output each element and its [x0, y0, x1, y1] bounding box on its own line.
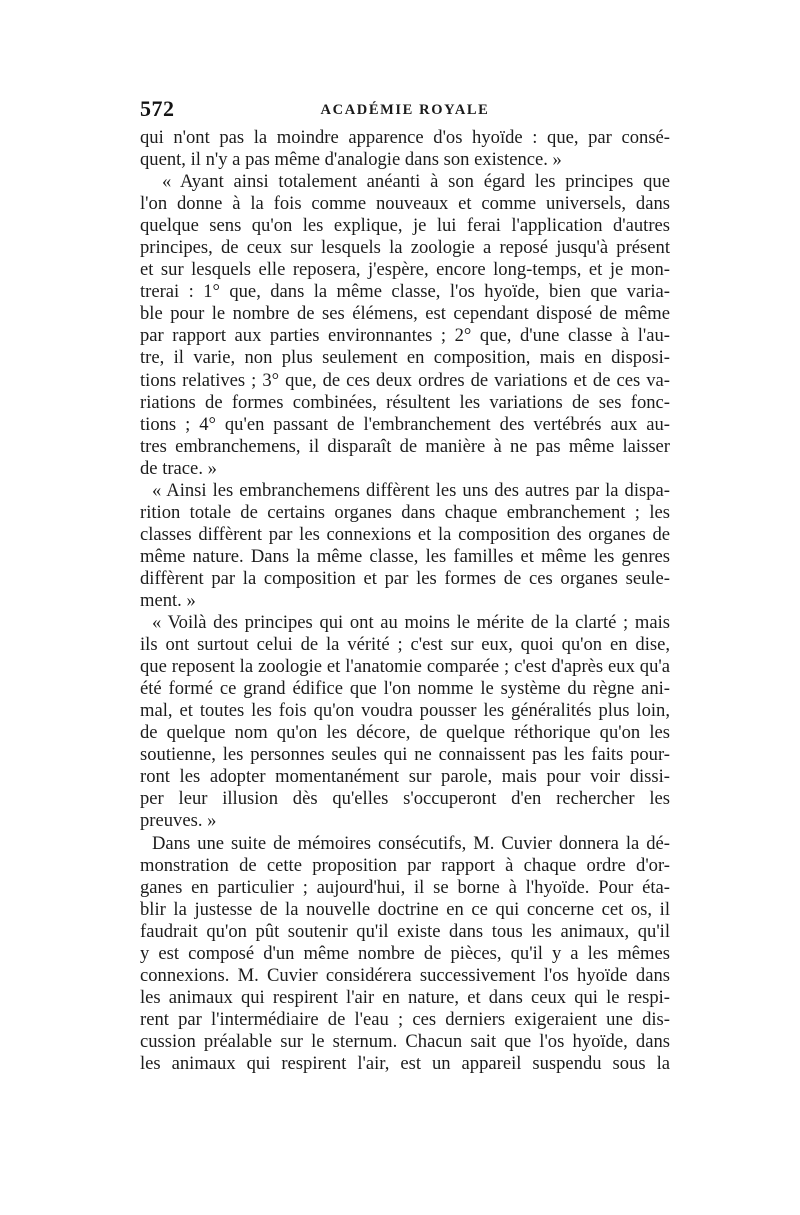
- text-line: été formé ce grand édifice que l'on nomme le système du règne ani-: [140, 678, 670, 700]
- text-line: trerai : 1° que, dans la même classe, l'os hyoïde, bien que varia-: [140, 281, 670, 303]
- text-line: « Ayant ainsi totalement anéanti à son égard les principes que: [162, 171, 670, 193]
- running-head: [140, 96, 670, 122]
- text-line: tions ; 4° qu'en passant de l'embranchement des vertébrés aux au-: [140, 413, 670, 435]
- text-line: faudrait qu'on pût soutenir qu'il existe dans tous les animaux, qu'il: [140, 920, 670, 942]
- text-line: soutienne, les personnes seules qui ne connaissent pas les faits pour-: [140, 744, 670, 766]
- page-number: 572: [140, 96, 175, 121]
- text-line: connexions. M. Cuvier considérera successivement l'os hyoïde dans: [140, 964, 670, 986]
- text-line: per leur illusion dès qu'elles s'occuperont d'en rechercher les: [140, 788, 670, 810]
- text-line: les animaux qui respirent l'air, est un appareil suspendu sous la: [140, 1052, 670, 1074]
- text-line: par rapport aux parties environnantes ; 2° que, d'une classe à l'au-: [140, 325, 670, 347]
- text-line: y est composé d'un même nombre de pièces, qu'il y a les mêmes: [140, 942, 670, 964]
- text-line: Dans une suite de mémoires consécutifs, M. Cuvier donnera la dé-: [152, 832, 670, 854]
- text-line: « Voilà des principes qui ont au moins le mérite de la clarté ; mais: [152, 612, 670, 634]
- text-line: blir la justesse de la nouvelle doctrine en ce qui concerne cet os, il: [140, 898, 670, 920]
- text-line: ble pour le nombre de ses élémens, est cependant disposé de même: [140, 303, 670, 325]
- text-line: rition totale de certains organes dans chaque embranchement ; les: [140, 501, 670, 523]
- text-line: quent, il n'y a pas même d'analogie dans son existence. »: [140, 149, 562, 171]
- text-line: de quelque nom qu'on les décore, de quelque réthorique qu'on les: [140, 722, 670, 744]
- text-line: classes diffèrent par les connexions et la composition des organes de: [140, 523, 670, 545]
- text-line: monstration de cette proposition par rapport à chaque ordre d'or-: [140, 854, 670, 876]
- body-text: [140, 127, 670, 1075]
- text-line: rent par l'intermédiaire de l'eau ; ces derniers exigeraient une dis-: [140, 1008, 670, 1030]
- text-line: tre, il varie, non plus seulement en composition, mais en disposi-: [140, 347, 670, 369]
- text-line: quelque sens qu'on les explique, je lui ferai l'application d'autres: [140, 215, 670, 237]
- text-line: mal, et toutes les fois qu'on voudra pousser les généralités plus loin,: [140, 700, 670, 722]
- text-line: « Ainsi les embranchemens diffèrent les uns des autres par la dispa-: [152, 479, 670, 501]
- text-line: ment. »: [140, 589, 196, 611]
- text-line: qui n'ont pas la moindre apparence d'os hyoïde : que, par consé-: [140, 127, 670, 148]
- text-line: riations de formes combinées, résultent les variations de ses fonc-: [140, 391, 670, 413]
- text-line: cussion préalable sur le sternum. Chacun sait que l'os hyoïde, dans: [140, 1030, 670, 1052]
- text-line: ront les adopter momentanément sur parole, mais pour voir dissi-: [140, 766, 670, 788]
- text-line: l'on donne à la fois comme nouveaux et comme universels, dans: [140, 193, 670, 215]
- text-line: ils ont surtout celui de la vérité ; c'est sur eux, quoi qu'on en dise,: [140, 634, 670, 656]
- text-line: les animaux qui respirent l'air en nature, et dans ceux qui le respi-: [140, 986, 670, 1008]
- text-line: et sur lesquels elle reposera, j'espère, encore long-temps, et je mon-: [140, 259, 670, 281]
- running-title: ACADÉMIE ROYALE: [320, 102, 490, 118]
- text-line: ganes en particulier ; aujourd'hui, il se borne à l'hyoïde. Pour éta-: [140, 876, 670, 898]
- text-line: tres embranchemens, il disparaît de manière à ne pas même laisser: [140, 435, 670, 457]
- text-line: tions relatives ; 3° que, de ces deux ordres de variations et de ces va-: [140, 369, 670, 391]
- text-line: même nature. Dans la même classe, les familles et même les genres: [140, 545, 670, 567]
- text-line: que reposent la zoologie et l'anatomie comparée ; c'est d'après eux qu'a: [140, 656, 670, 678]
- text-line: principes, de ceux sur lesquels la zoologie a reposé jusqu'à présent: [140, 237, 670, 259]
- text-line: diffèrent par la composition et par les formes de ces organes seule-: [140, 567, 670, 589]
- text-line: de trace. »: [140, 457, 217, 479]
- text-line: preuves. »: [140, 810, 217, 832]
